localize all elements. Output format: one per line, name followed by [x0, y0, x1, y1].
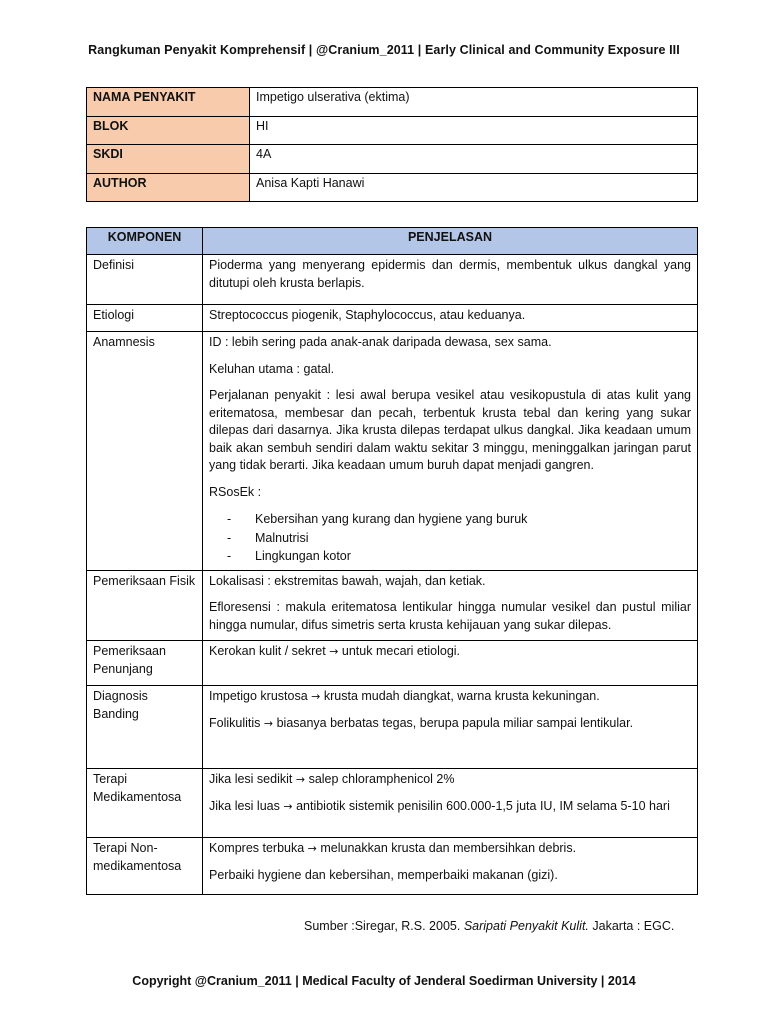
list-item-text: Lingkungan kotor	[255, 549, 351, 563]
text-fragment: Impetigo krustosa	[209, 689, 308, 703]
list-item-text: Malnutrisi	[255, 530, 309, 545]
row-label: Anamnesis	[87, 332, 203, 571]
text-fragment: Folikulitis	[209, 715, 261, 730]
list-item: - Kebersihan yang kurang dan hygiene yang buruk	[227, 512, 528, 526]
row-label: Pemeriksaan Fisik	[87, 570, 203, 641]
row-diagnosis-banding	[87, 686, 698, 769]
list-item: - Malnutrisi	[227, 530, 309, 545]
header-komponen: KOMPONEN	[87, 228, 203, 255]
diagnosis-item	[209, 688, 691, 706]
info-label: SKDI	[87, 145, 250, 174]
row-label: Terapi Non-medikamentosa	[87, 838, 203, 895]
row-content	[203, 838, 698, 895]
list-item-text: Kebersihan yang kurang dan hygiene yang buruk	[255, 512, 528, 526]
info-value: Anisa Kapti Hanawi	[250, 173, 698, 202]
fisik-efloresensi: Efloresensi : makula eritematosa lentikular hingga numular vesikel dan pustul miliar hingga numular, difus simetris serta krusta kehijauan yang sukar dilepas.	[209, 600, 691, 632]
info-value: 4A	[250, 145, 698, 174]
row-content	[203, 641, 698, 686]
terapi-item	[209, 798, 691, 816]
row-content	[203, 305, 698, 332]
info-label: BLOK	[87, 116, 250, 145]
info-row-author	[87, 173, 698, 202]
arrow-icon: →	[295, 773, 306, 786]
anamnesis-id: ID : lebih sering pada anak-anak daripada dewasa, sex sama.	[209, 335, 552, 349]
info-value: Impetigo ulserativa (ektima)	[250, 88, 698, 117]
row-content	[203, 255, 698, 305]
text-fragment: melunakkan krusta dan membersihkan debris.	[320, 841, 577, 855]
info-table	[86, 87, 698, 202]
arrow-icon: →	[329, 645, 339, 658]
text-fragment: biasanya berbatas tegas, berupa papula miliar sampai lentikular.	[276, 715, 634, 730]
row-label: Definisi	[87, 255, 203, 305]
anamnesis-rsosek-label: RSosEk :	[209, 484, 262, 499]
text-fragment: Kompres terbuka	[209, 841, 305, 855]
row-label: Pemeriksaan Penunjang	[87, 641, 203, 686]
row-label: Etiologi	[87, 305, 203, 332]
table-header-row	[87, 228, 698, 255]
anamnesis-keluhan: Keluhan utama : gatal.	[209, 361, 335, 376]
row-etiologi	[87, 305, 698, 332]
row-content	[203, 769, 698, 838]
text-fragment: antibiotik sistemik penisilin 600.000-1,5 juta IU, IM selama 5-10 hari	[296, 798, 670, 813]
info-label: NAMA PENYAKIT	[87, 88, 250, 117]
anamnesis-perjalanan: Perjalanan penyakit : lesi awal berupa vesikel atau vesikopustula di atas kulit yang eritematosa, membesar dan pecah, terbentuk krusta tebal dan kering yang sukar dilepas dari dasarnya. Jika krusta dilepas terdapat ulkus dangkal. Jika keadaan umum baik akan sembuh sendiri dalam waktu sekitar 3 minggu, meninggalkan jaringan parut yang tidak berarti. Jika keadaan umum buruh dapat menjadi gangren.	[209, 388, 691, 472]
page-header: Rangkuman Penyakit Komprehensif | @Cranium_2011 | Early Clinical and Community Exposure III	[88, 43, 680, 57]
row-content	[203, 332, 698, 571]
component-table	[86, 227, 698, 895]
definisi-text: Pioderma yang menyerang epidermis dan dermis, membentuk ulkus dangkal yang ditutupi oleh krusta berlapis.	[209, 258, 691, 290]
terapi-item: Perbaiki hygiene dan kebersihan, memperbaiki makanan (gizi).	[209, 867, 558, 882]
header-penjelasan: PENJELASAN	[203, 228, 698, 255]
row-pemeriksaan-fisik	[87, 570, 698, 641]
page-footer: Copyright @Cranium_2011 | Medical Faculty of Jenderal Soedirman University | 2014	[132, 974, 636, 988]
row-terapi-non-medikamentosa	[87, 838, 698, 895]
etiologi-text: Streptococcus piogenik, Staphylococcus, atau keduanya.	[209, 308, 526, 322]
fisik-lokalisasi: Lokalisasi : ekstremitas bawah, wajah, dan ketiak.	[209, 573, 486, 588]
info-row-nama-penyakit	[87, 88, 698, 117]
source-prefix: Sumber :Siregar, R.S. 2005.	[304, 919, 461, 933]
row-label: Diagnosis Banding	[87, 686, 203, 769]
source-citation	[304, 919, 674, 933]
info-row-blok	[87, 116, 698, 145]
row-content	[203, 686, 698, 769]
terapi-item	[209, 840, 691, 858]
diagnosis-item	[209, 715, 691, 733]
arrow-icon: →	[283, 799, 293, 813]
row-definisi	[87, 255, 698, 305]
list-item: - Lingkungan kotor	[227, 549, 351, 563]
row-anamnesis	[87, 332, 698, 571]
source-title: Saripati Penyakit Kulit.	[463, 919, 589, 933]
text-fragment: Jika lesi sedikit	[209, 772, 293, 786]
row-label: Terapi Medikamentosa	[87, 769, 203, 838]
arrow-icon: →	[307, 842, 317, 855]
info-row-skdi	[87, 145, 698, 174]
text-fragment: Jika lesi luas	[209, 798, 280, 813]
source-suffix: Jakarta : EGC.	[592, 919, 675, 933]
row-terapi-medikamentosa	[87, 769, 698, 838]
arrow-icon: →	[311, 690, 321, 703]
row-pemeriksaan-penunjang	[87, 641, 698, 686]
arrow-icon: →	[263, 716, 274, 730]
text-fragment: Kerokan kulit / sekret	[209, 644, 326, 658]
text-fragment: salep chloramphenicol 2%	[308, 772, 455, 786]
text-fragment: krusta mudah diangkat, warna krusta kekuningan.	[323, 689, 600, 703]
info-value: HI	[250, 116, 698, 145]
penunjang-text	[209, 643, 691, 661]
terapi-item	[209, 771, 691, 789]
info-label: AUTHOR	[87, 173, 250, 202]
row-content	[203, 570, 698, 641]
text-fragment: untuk mecari etiologi.	[341, 644, 461, 658]
rsosek-list	[209, 510, 691, 566]
